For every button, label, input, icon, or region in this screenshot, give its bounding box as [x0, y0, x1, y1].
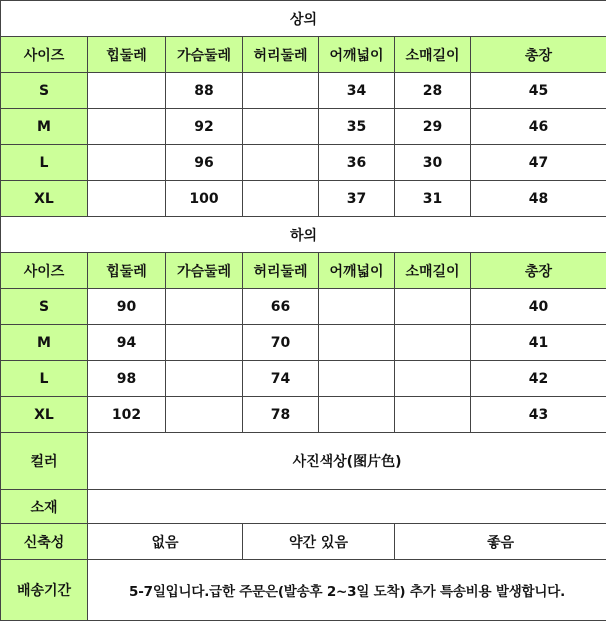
bottom-table-row — [1, 289, 606, 325]
column-header: 가슴둘레 — [166, 37, 243, 73]
bottom-table-row — [1, 397, 606, 433]
table-cell: 35 — [319, 109, 395, 145]
table-cell: 78 — [243, 397, 319, 433]
table-cell: 36 — [319, 145, 395, 181]
column-header: 어깨넓이 — [319, 37, 395, 73]
column-header: 허리둘레 — [243, 253, 319, 289]
shipping-row — [1, 560, 606, 621]
size-label: S — [1, 73, 88, 109]
bottom-title-row — [1, 217, 606, 253]
table-cell — [243, 73, 319, 109]
material-row — [1, 490, 606, 524]
table-cell — [319, 361, 395, 397]
stretch-option-good: 좋음 — [395, 524, 606, 560]
top-title-row — [1, 1, 606, 37]
table-cell: 45 — [471, 73, 606, 109]
table-cell: 70 — [243, 325, 319, 361]
table-cell — [395, 361, 471, 397]
column-header: 힙둘레 — [88, 253, 166, 289]
size-label: XL — [1, 397, 88, 433]
table-cell: 102 — [88, 397, 166, 433]
bottom-table-row — [1, 361, 606, 397]
table-cell — [166, 361, 243, 397]
column-header: 총장 — [471, 253, 606, 289]
table-cell: 43 — [471, 397, 606, 433]
table-cell: 100 — [166, 181, 243, 217]
table-cell: 41 — [471, 325, 606, 361]
color-row — [1, 433, 606, 490]
shipping-label: 배송기간 — [1, 560, 88, 621]
table-cell — [319, 397, 395, 433]
table-cell: 74 — [243, 361, 319, 397]
size-label: S — [1, 289, 88, 325]
table-cell — [243, 181, 319, 217]
size-label: XL — [1, 181, 88, 217]
table-cell: 42 — [471, 361, 606, 397]
table-cell: 98 — [88, 361, 166, 397]
table-cell: 66 — [243, 289, 319, 325]
column-header: 어깨넓이 — [319, 253, 395, 289]
color-label: 컬러 — [1, 433, 88, 490]
table-cell — [243, 145, 319, 181]
table-cell: 47 — [471, 145, 606, 181]
bottom-table-row — [1, 325, 606, 361]
table-cell: 92 — [166, 109, 243, 145]
table-cell: 96 — [166, 145, 243, 181]
shipping-value: 5-7일입니다.급한 주문은(발송후 2~3일 도착) 추가 특송비용 발생합니다. — [88, 560, 606, 621]
table-cell: 30 — [395, 145, 471, 181]
material-label: 소재 — [1, 490, 88, 524]
table-cell: 40 — [471, 289, 606, 325]
column-header: 총장 — [471, 37, 606, 73]
table-cell — [319, 289, 395, 325]
material-value — [88, 490, 606, 524]
table-cell: 29 — [395, 109, 471, 145]
table-cell — [88, 73, 166, 109]
size-label: M — [1, 325, 88, 361]
column-header: 가슴둘레 — [166, 253, 243, 289]
stretch-label: 신축성 — [1, 524, 88, 560]
table-cell — [319, 325, 395, 361]
table-cell: 48 — [471, 181, 606, 217]
table-cell: 88 — [166, 73, 243, 109]
table-cell — [395, 289, 471, 325]
table-cell — [395, 325, 471, 361]
table-cell — [88, 181, 166, 217]
top-table-row — [1, 181, 606, 217]
table-cell: 46 — [471, 109, 606, 145]
table-cell: 34 — [319, 73, 395, 109]
column-header: 사이즈 — [1, 37, 88, 73]
top-header-row — [1, 37, 606, 73]
column-header: 소매길이 — [395, 37, 471, 73]
column-header: 힙둘레 — [88, 37, 166, 73]
size-label: L — [1, 361, 88, 397]
stretch-option-some: 약간 있음 — [243, 524, 395, 560]
stretch-row — [1, 524, 606, 560]
bottom-section-title: 하의 — [1, 217, 606, 253]
size-label: L — [1, 145, 88, 181]
table-cell: 37 — [319, 181, 395, 217]
top-table-row — [1, 109, 606, 145]
top-table-row — [1, 73, 606, 109]
table-cell — [88, 109, 166, 145]
table-cell — [166, 397, 243, 433]
column-header: 허리둘레 — [243, 37, 319, 73]
column-header: 소매길이 — [395, 253, 471, 289]
table-cell: 31 — [395, 181, 471, 217]
top-section-title: 상의 — [1, 1, 606, 37]
table-cell — [395, 397, 471, 433]
table-cell — [166, 289, 243, 325]
table-cell — [243, 109, 319, 145]
table-cell — [88, 145, 166, 181]
column-header: 사이즈 — [1, 253, 88, 289]
table-cell — [166, 325, 243, 361]
table-cell: 90 — [88, 289, 166, 325]
bottom-header-row — [1, 253, 606, 289]
stretch-option-none: 없음 — [88, 524, 243, 560]
size-label: M — [1, 109, 88, 145]
color-value: 사진색상(图片色) — [88, 433, 606, 490]
table-cell: 28 — [395, 73, 471, 109]
top-table-row — [1, 145, 606, 181]
table-cell: 94 — [88, 325, 166, 361]
